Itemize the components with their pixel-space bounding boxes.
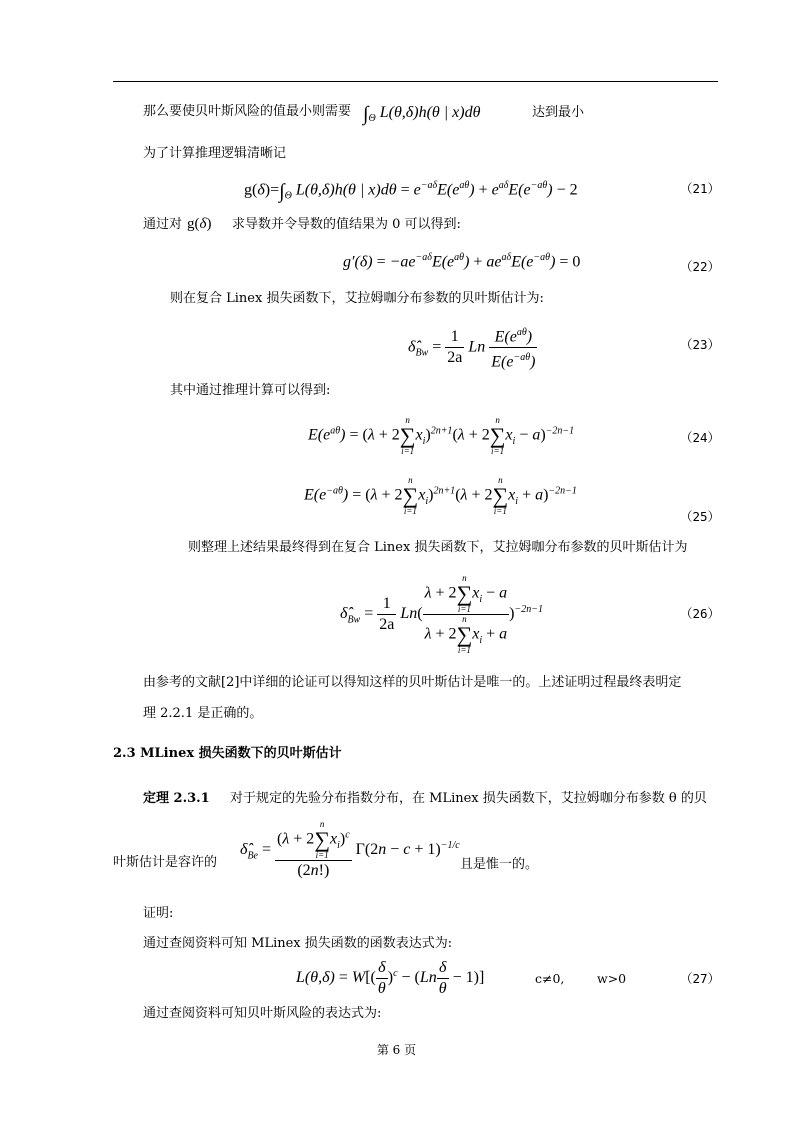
equation-23: $\deltâ_{Bw}$ = $\frac{1}{2a}$ Ln $\frac{E(e^{a\theta})}{E(e^{-a\theta})}$ (408, 323, 537, 373)
equation-number-24: （24） (680, 430, 721, 445)
equation-26: $\deltâ_{Bw}$ = $\frac{1}{2a}$ Ln( λ + 2 n ∑ i=1 $x_i - a$ λ + 2 n ∑ i=1 $x_i + a$ )$^{-2n-1}$ (340, 573, 543, 655)
text-line-10: 通过查阅资料可知贝叶斯风险的表达式为: (143, 1006, 382, 1021)
equation-number-21: （21） (680, 181, 721, 196)
theorem-label: 定理 2.3.1 (143, 791, 210, 806)
integral-inline: $\int_\Theta$ L(θ,δ)h(θ | x)dθ (363, 103, 481, 125)
text-line-7: 由参考的文献[2]中详细的论证可以得知这样的贝叶斯估计是唯一的。上述证明过程最终表明定 (143, 675, 682, 690)
equation-25: $E(e^{-a\theta}) = (\lambda + 2$ n ∑ i=1 $x_i)^{2n+1}(\lambda + 2$ n ∑ i=1 $x_i + a)^{-2n-1}$ (304, 475, 577, 516)
equation-number-27: （27） (680, 971, 721, 986)
theorem-estimator: $\deltâ_{Be}$ = (λ + 2 n ∑ i=1 $x_i)^c$ (2n!) $\Gamma(2n - c + 1)^{-1/c}$ (240, 819, 460, 879)
text-line-3a: 通过对 (143, 217, 183, 232)
eq27-condition-c: c≠0, (535, 971, 565, 986)
equation-22: $g'(\delta) = -ae^{-a\delta}E(e^{a\theta}) + ae^{a\delta}E(e^{-a\theta}) = 0$ (343, 252, 581, 271)
eq27-condition-w: w>0 (597, 971, 627, 986)
equation-24: $E(e^{a\theta}) = (\lambda + 2$ n ∑ i=1 $x_i)^{2n+1}(\lambda + 2$ n ∑ i=1 $x_i - a)^{-2n-1}$ (308, 415, 575, 456)
equation-number-23: （23） (680, 337, 721, 352)
g-delta-inline: g(δ) (187, 216, 212, 232)
text-line-1a: 那么要使贝叶斯风险的值最小则需要 (143, 104, 352, 119)
text-line-1b: 达到最小 (532, 105, 585, 120)
equation-number-25: （25） (680, 509, 721, 524)
text-line-2: 为了计算推理逻辑清晰记 (143, 146, 287, 161)
equation-27: L(θ,δ) = W[( $\frac{\delta}{\theta}$ )$^c$ − (Ln $\frac{\delta}{\theta}$ − 1)] (296, 959, 485, 997)
theorem-cont-a: 叶斯估计是容许的 (113, 855, 218, 870)
text-line-4: 则在复合 Linex 损失函数下，艾拉姆咖分布参数的贝叶斯估计为: (170, 291, 544, 306)
proof-label: 证明: (143, 906, 174, 921)
text-line-8: 理 2.2.1 是正确的。 (143, 706, 263, 721)
header-rule (113, 81, 718, 82)
section-heading: 2.3 MLinex 损失函数下的贝叶斯估计 (113, 746, 342, 761)
text-line-3b: 求导数并令导数的值结果为 0 可以得到: (232, 217, 461, 232)
page-number: 第 6 页 (376, 1043, 417, 1057)
text-line-5: 其中通过推理计算可以得到: (170, 383, 331, 398)
equation-21: $g(\delta)=\int_\Theta$ L(θ,δ)h(θ | $x)d\theta = e^{-a\delta}E(e^{a\theta}) + e^{a\delta}E(e^{-a\theta}) - 2$ (244, 180, 578, 203)
theorem-text: 对于规定的先验分布指数分布，在 MLinex 损失函数下，艾拉姆咖分布参数 θ 的贝 (230, 791, 707, 806)
equation-number-26: （26） (680, 606, 721, 621)
theorem-cont-b: 且是惟一的。 (460, 857, 539, 872)
equation-number-22: （22） (680, 259, 721, 274)
text-line-9: 通过查阅资料可知 MLinex 损失函数的函数表达式为: (143, 936, 453, 951)
text-line-6: 则整理上述结果最终得到在复合 Linex 损失函数下，艾拉姆咖分布参数的贝叶斯估计为 (188, 540, 688, 555)
